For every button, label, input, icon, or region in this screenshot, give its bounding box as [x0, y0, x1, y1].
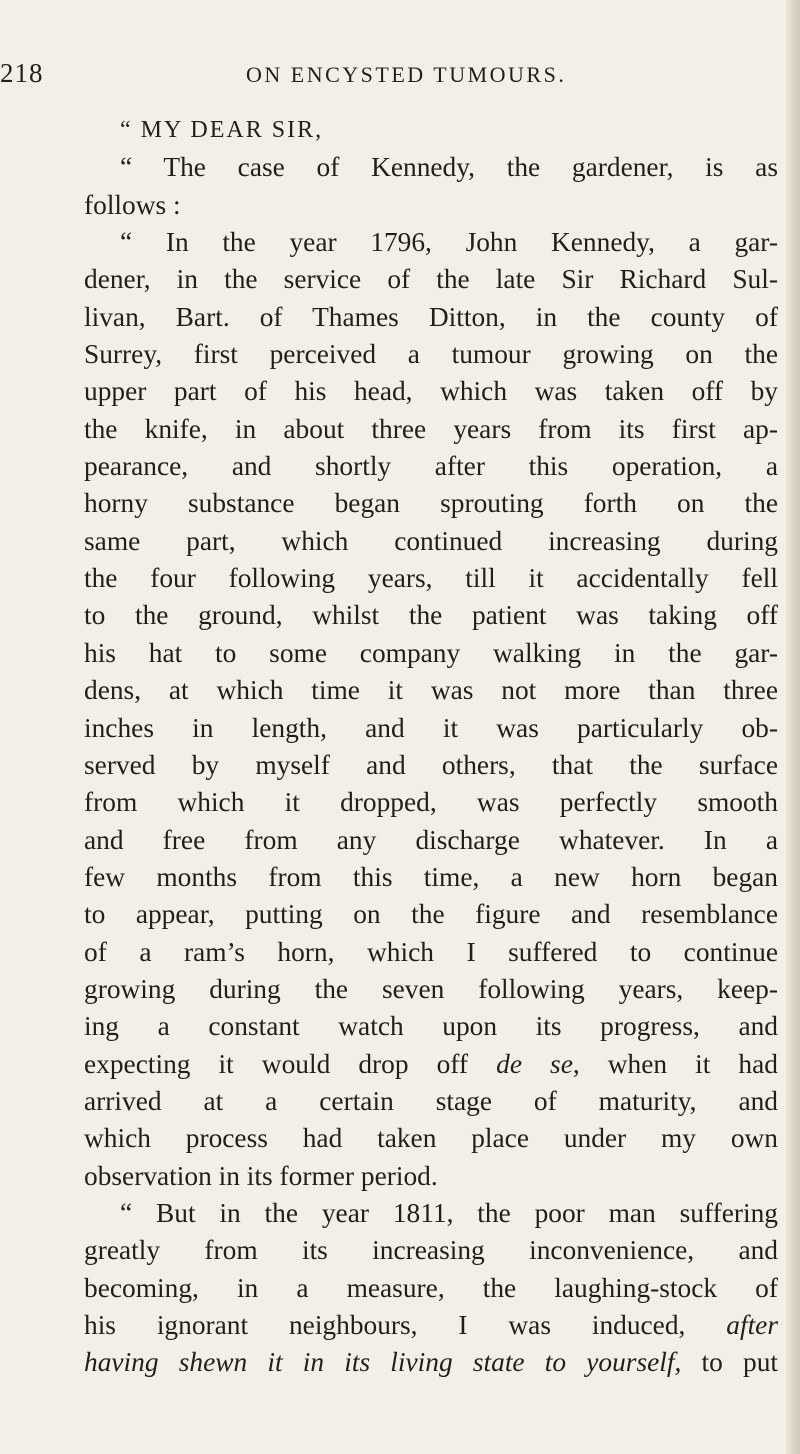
text-line: dener, in the service of the late Sir Richard Sul-	[84, 264, 778, 295]
running-head: ON ENCYSTED TUMOURS.	[246, 62, 567, 87]
text-line: the knife, in about three years from its first ap-	[84, 413, 778, 444]
text-line: “ In the year 1796, John Kennedy, a gar-	[120, 227, 778, 258]
text-line: from which it dropped, was perfectly smooth	[84, 787, 778, 818]
page-number: 218	[0, 58, 44, 88]
text-line-mixed	[84, 1046, 778, 1083]
text-segment: his ignorant neighbours, I was induced,	[84, 1310, 686, 1340]
text-line: “ But in the year 1811, the poor man suffering	[120, 1197, 778, 1228]
text-line: which process had taken place under my own	[84, 1123, 778, 1154]
text-line: becoming, in a measure, the laughing-stock of	[84, 1272, 778, 1303]
text-line: to the ground, whilst the patient was taking off	[84, 600, 778, 631]
text-line: follows :	[84, 189, 181, 220]
text-line: to appear, putting on the figure and resemblance	[84, 899, 778, 930]
text-line: served by myself and others, that the surface	[84, 749, 778, 780]
text-line: “ The case of Kennedy, the gardener, is as	[120, 152, 778, 183]
text-segment: to put	[681, 1347, 778, 1378]
text-line: horny substance began sprouting forth on the	[84, 488, 778, 519]
text-segment: , when it had	[572, 1048, 778, 1079]
text-line-mixed	[84, 1344, 778, 1381]
page-edge	[786, 0, 800, 1454]
italic-phrase: having shewn it in its living state to yourself,	[84, 1347, 682, 1378]
text-line: observation in its former period.	[84, 1160, 438, 1191]
text-line: dens, at which time it was not more than three	[84, 675, 778, 706]
text-line: of a ram’s horn, which I suffered to continue	[84, 936, 778, 967]
text-line: the four following years, till it accidentally fell	[84, 563, 778, 594]
text-line: inches in length, and it was particularly ob-	[84, 712, 778, 743]
text-line: pearance, and shortly after this operation, a	[84, 451, 778, 482]
italic-phrase: after	[726, 1310, 778, 1340]
text-line: arrived at a certain stage of maturity, and	[84, 1085, 778, 1116]
text-line: upper part of his head, which was taken off by	[84, 376, 778, 407]
text-line: his hat to some company walking in the gar-	[84, 637, 778, 668]
text-line: Surrey, first perceived a tumour growing on the	[84, 339, 778, 370]
page-header	[0, 58, 800, 88]
text-line: few months from this time, a new horn began	[84, 861, 778, 892]
text-line-mixed	[84, 1307, 778, 1344]
text-segment: expecting it would drop off	[84, 1048, 469, 1079]
text-line: same part, which continued increasing during	[84, 525, 778, 556]
salutation: “ MY DEAR SIR,	[120, 117, 324, 143]
italic-phrase: de se	[496, 1048, 573, 1079]
text-line: ing a constant watch upon its progress, and	[84, 1011, 778, 1042]
text-line: growing during the seven following years, keep-	[84, 973, 778, 1004]
text-line: greatly from its increasing inconvenience, and	[84, 1235, 778, 1266]
text-line: livan, Bart. of Thames Ditton, in the county of	[84, 301, 778, 332]
text-line: and free from any discharge whatever. In a	[84, 824, 778, 855]
letter-text	[84, 112, 778, 1382]
